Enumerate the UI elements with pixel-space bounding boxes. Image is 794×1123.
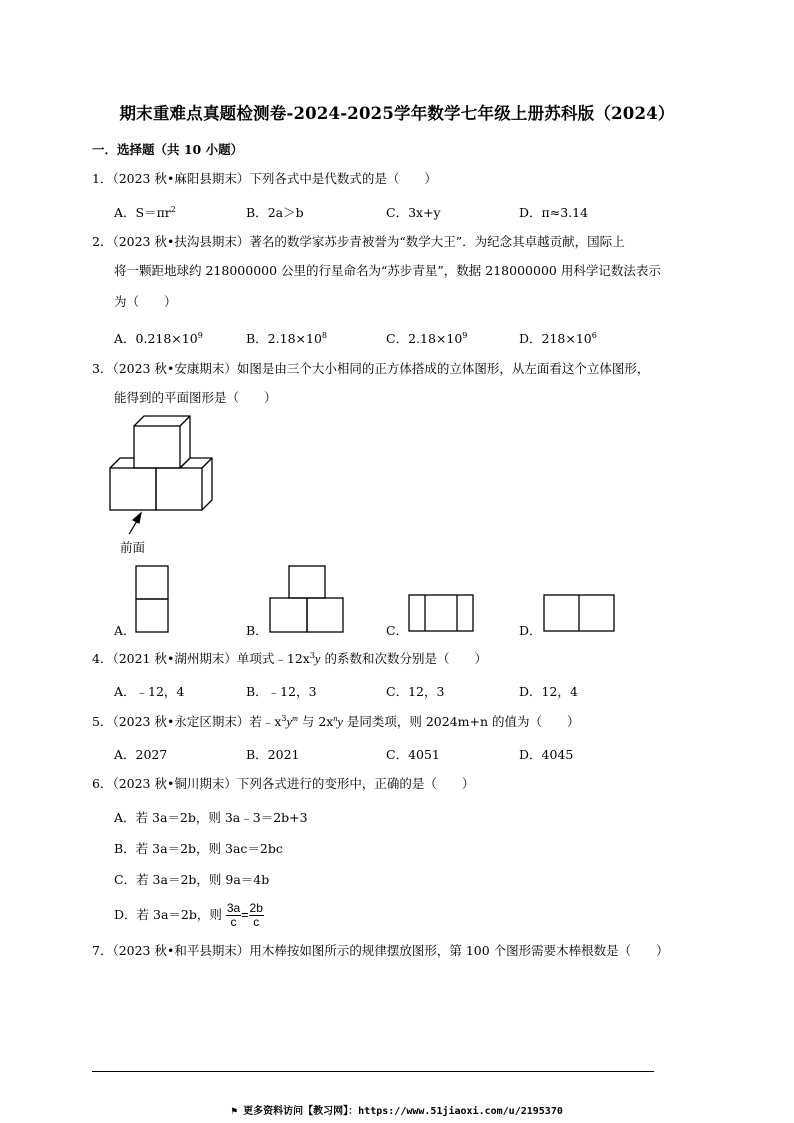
question-3-option-a-label: A． <box>114 623 136 638</box>
cube-stack-figure <box>104 414 214 534</box>
exponent: 6 <box>591 331 597 340</box>
option-text: 2a＞b <box>267 205 304 220</box>
stem-text: 5．（2023 秋•永定区期末）若﹣x <box>92 714 282 729</box>
question-2-line-1: 2．（2023 秋•扶沟县期末）著名的数学家苏步青被誉为“数学大王”．为纪念其卓越贡献，国际上 <box>92 234 625 249</box>
numerator: 2b <box>249 901 263 915</box>
flag-icon: ⚑ <box>231 1106 238 1117</box>
exponent: 3 <box>309 651 315 660</box>
question-4-option-c: C．12，3 <box>386 684 445 699</box>
question-5-option-a: A．2027 <box>114 747 168 762</box>
question-3-option-b-label: B． <box>246 623 268 638</box>
question-4-option-a: A．﹣12，4 <box>114 684 185 699</box>
option-label: D． <box>519 205 542 220</box>
option-text: S＝πr <box>135 205 171 220</box>
question-2-option-c <box>386 329 467 347</box>
exponent: m <box>292 714 298 723</box>
exponent: 8 <box>321 331 327 340</box>
option-text: D．218×10 <box>519 331 592 346</box>
footer-rule <box>92 1071 654 1072</box>
option-b-shape <box>269 565 345 635</box>
question-1-option-d <box>519 203 588 221</box>
question-2-option-a <box>114 329 203 347</box>
question-6-option-b: B．若 3a＝2b，则 3ac＝2bc <box>114 841 283 856</box>
variable: y <box>286 715 293 729</box>
question-6-stem: 6．（2023 秋•铜川期末）下列各式进行的变形中，正确的是（ ） <box>92 776 475 791</box>
stem-text: 的系数和次数分别是（ ） <box>324 651 487 666</box>
bottom-left-cube <box>110 468 156 510</box>
question-2-line-2: 将一颗距地球约 218000000 公里的行星命名为“苏步青星”，数据 218000000 用科学记数法表示 <box>114 263 661 278</box>
question-3-line-1: 3．（2023 秋•安康期末）如图是由三个大小相同的正方体搭成的立体图形，从左面看这个立体图形， <box>92 361 650 376</box>
option-text: B．2.18×10 <box>246 331 322 346</box>
exponent: n <box>333 714 338 723</box>
superscript: 2 <box>170 205 176 214</box>
question-1-option-c <box>386 203 441 221</box>
top-cube-front <box>134 426 180 468</box>
question-5-stem <box>92 713 580 731</box>
question-5-option-c: C．4051 <box>386 747 440 762</box>
front-label: 前面 <box>120 540 146 555</box>
option-text: C．2.18×10 <box>386 331 463 346</box>
question-5-option-b: B．2021 <box>246 747 300 762</box>
question-3-option-d-label: D． <box>519 623 542 638</box>
option-text: 3x+y <box>408 205 441 220</box>
option-d-shape <box>543 594 617 634</box>
page-title: 期末重难点真题检测卷-2024-2025学年数学七年级上册苏科版（2024） <box>119 104 675 123</box>
variable: y <box>314 652 321 666</box>
denominator: c <box>230 915 237 929</box>
question-6-option-a: A．若 3a＝2b，则 3a﹣3＝2b+3 <box>114 810 308 825</box>
bottom-cube-edges <box>180 458 212 510</box>
option-label: B． <box>246 205 268 220</box>
fraction <box>226 902 241 929</box>
option-c-shape <box>408 594 476 634</box>
fraction <box>249 902 264 929</box>
question-2-option-b <box>246 329 327 347</box>
exponent: 9 <box>197 331 203 340</box>
section-heading: 一．选择题（共 10 小题） <box>92 142 244 157</box>
question-7-stem: 7．（2023 秋•和平县期末）用木棒按如图所示的规律摆放图形，第 100 个图形需要木棒根数是（ ） <box>92 943 669 958</box>
option-label: A． <box>114 205 136 220</box>
front-arrow-icon <box>128 513 141 534</box>
bottom-right-cube <box>156 468 202 510</box>
footer-link[interactable] <box>0 1102 794 1117</box>
question-3-line-2: 能得到的平面图形是（ ） <box>114 390 277 405</box>
question-6-option-c: C．若 3a＝2b，则 9a＝4b <box>114 872 270 887</box>
question-1-option-a <box>114 203 176 221</box>
denominator: c <box>253 915 260 929</box>
option-label: C． <box>386 205 409 220</box>
numerator: 3a <box>226 901 241 915</box>
question-1-stem: 1．（2023 秋•麻阳县期末）下列各式中是代数式的是（ ） <box>92 171 437 186</box>
question-6-option-d <box>114 902 264 929</box>
stem-text: 与 2x <box>301 714 334 729</box>
question-5-option-d: D．4045 <box>519 747 574 762</box>
question-2-option-d <box>519 329 597 347</box>
option-text: D．若 3a＝2b，则 <box>114 907 222 922</box>
question-2-line-3: 为（ ） <box>114 294 177 309</box>
option-text: A．0.218×10 <box>114 331 198 346</box>
variable: y <box>337 715 343 729</box>
equals-sign: = <box>241 908 249 922</box>
exponent: 3 <box>281 714 287 723</box>
question-1-option-b <box>246 203 304 221</box>
question-4-stem <box>92 650 487 668</box>
footer-text: 更多资料访问【教习网】：https://www.51jiaoxi.com/u/2195370 <box>243 1106 563 1117</box>
question-3-option-c-label: C． <box>386 623 409 638</box>
option-a-shape <box>135 565 169 635</box>
question-4-option-b: B．﹣12，3 <box>246 684 317 699</box>
stem-text: 4．（2021 秋•湖州期末）单项式﹣12x <box>92 651 310 666</box>
exponent: 9 <box>462 331 468 340</box>
option-text: π≈3.14 <box>541 205 589 220</box>
stem-text: 是同类项，则 2024m+n 的值为（ ） <box>346 714 580 729</box>
question-4-option-d: D．12，4 <box>519 684 578 699</box>
